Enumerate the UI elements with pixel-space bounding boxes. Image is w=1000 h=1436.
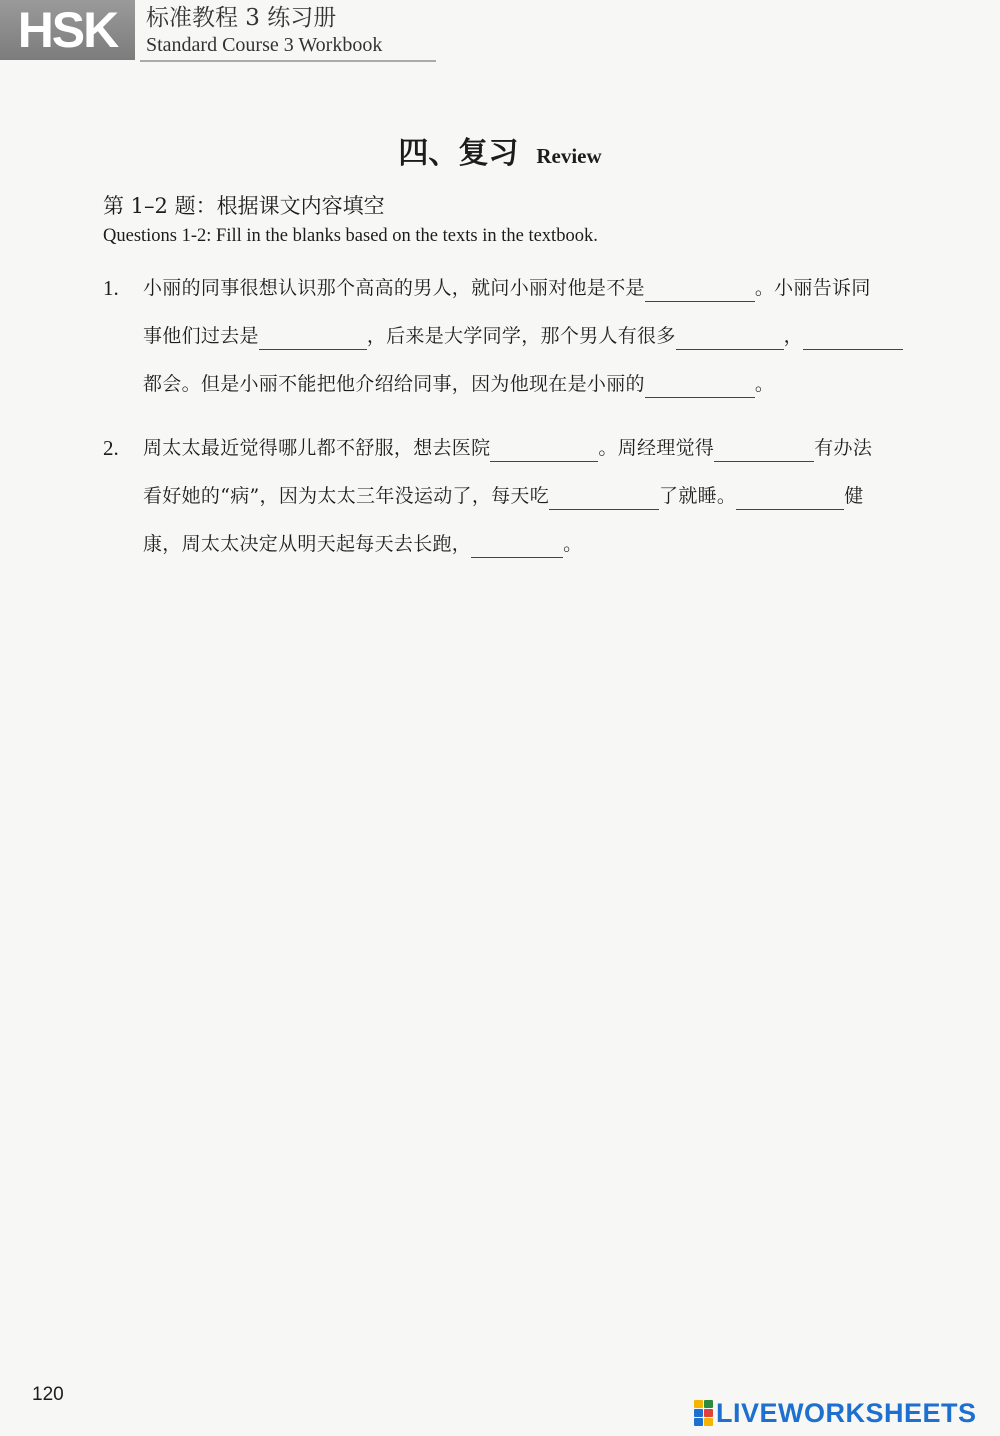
instructions-cn: 第 1–2 题：根据课文内容填空 [103, 194, 385, 218]
question-line [143, 424, 983, 472]
text-segment: 康，周太太决定从明天起每天去长跑， [143, 533, 472, 555]
question-line [143, 264, 983, 312]
answer-blank-7[interactable] [714, 431, 814, 462]
instructions-en: Questions 1-2: Fill in the blanks based on the texts in the textbook. [103, 226, 598, 246]
answer-blank-10[interactable] [471, 527, 563, 558]
answer-blank-8[interactable] [549, 479, 659, 510]
question-line [143, 360, 983, 408]
brand-name: LIVEWORKSHEETS [716, 1397, 977, 1428]
text-segment: 周太太最近觉得哪儿都不舒服，想去医院 [143, 437, 491, 459]
text-segment: 健 [844, 485, 864, 507]
text-segment: 。 [754, 373, 775, 395]
answer-blank-1[interactable] [645, 271, 755, 302]
text-segment: 看好她的“病”，因为太太三年没运动了，每天吃 [143, 485, 550, 507]
text-segment: ，后来是大学同学，那个男人有很多 [366, 325, 676, 347]
question-number: 2. [103, 436, 119, 460]
liveworksheets-logo-icon [694, 1400, 714, 1426]
answer-blank-2[interactable] [259, 319, 367, 350]
section-title-en: Review [536, 144, 602, 168]
book-title-cn: 标准教程 3 练习册 [146, 5, 337, 31]
text-segment: 有办法 [814, 437, 873, 459]
text-segment: 了就睡。 [659, 485, 737, 507]
text-segment: 。周经理觉得 [598, 437, 715, 459]
answer-blank-4[interactable] [803, 319, 903, 350]
text-segment: 都会。但是小丽不能把他介绍给同事，因为他现在是小丽的 [143, 373, 645, 395]
page-number: 120 [32, 1384, 64, 1405]
question-line [143, 472, 983, 520]
section-title-cn: 四、复习 [398, 136, 519, 171]
hsk-badge: HSK [0, 0, 135, 60]
text-segment: 。小丽告诉同 [754, 277, 871, 299]
answer-blank-5[interactable] [645, 367, 755, 398]
text-segment: 事他们过去是 [143, 325, 259, 347]
section-title [0, 128, 1000, 172]
book-header [146, 4, 382, 58]
question-number: 1. [103, 276, 119, 300]
answer-blank-9[interactable] [736, 479, 844, 510]
question-text [143, 264, 983, 408]
answer-blank-3[interactable] [676, 319, 784, 350]
text-segment: 。 [563, 533, 583, 555]
header-divider [140, 60, 436, 62]
text-segment: 小丽的同事很想认识那个高高的男人，就问小丽对他是不是 [143, 277, 645, 299]
liveworksheets-brand [694, 1396, 977, 1430]
question-line [143, 520, 983, 568]
book-title-en: Standard Course 3 Workbook [146, 34, 383, 56]
question-line [143, 312, 983, 360]
question-text [143, 424, 983, 568]
answer-blank-6[interactable] [490, 431, 598, 462]
text-segment: ， [783, 325, 803, 347]
